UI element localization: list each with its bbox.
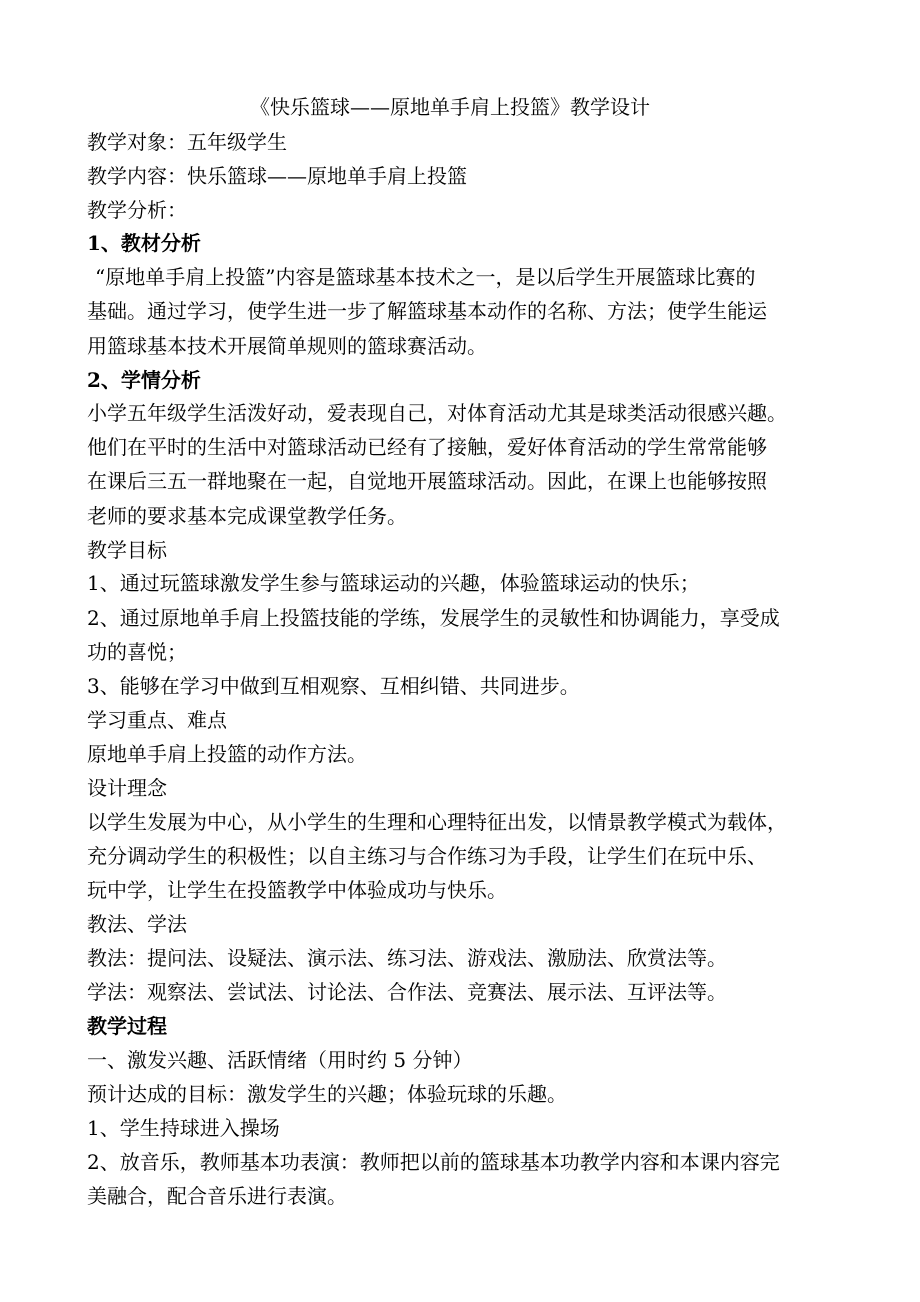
concept-line: 玩中学，让学生在投篮教学中体验成功与快乐。 — [87, 878, 507, 902]
concept-line: 以学生发展为中心，从小学生的生理和心理特征出发，以情景教学模式为载体， — [87, 810, 787, 834]
student-line: 在课后三五一群地聚在一起，自觉地开展篮球活动。因此，在课上也能够按照 — [87, 469, 767, 493]
focus-text: 原地单手肩上投篮的动作方法。 — [87, 742, 367, 766]
teaching-content: 教学内容：快乐篮球——原地单手肩上投篮 — [87, 164, 467, 188]
teaching-methods: 教法：提问法、设疑法、演示法、练习法、游戏法、激励法、欣赏法等。 — [87, 946, 727, 970]
teaching-object: 教学对象：五年级学生 — [87, 130, 287, 154]
student-line: 小学五年级学生活泼好动，爱表现自己，对体育活动尤其是球类活动很感兴趣。 — [87, 401, 787, 425]
methods-heading: 教法、学法 — [87, 912, 187, 936]
material-line: “原地单手肩上投篮”内容是篮球基本技术之一，是以后学生开展篮球比赛的 — [95, 265, 756, 289]
teaching-analysis-label: 教学分析： — [87, 198, 187, 222]
process-item: 1、学生持球进入操场 — [87, 1116, 280, 1140]
goal-line: 功的喜悦； — [87, 640, 187, 664]
student-line: 他们在平时的生活中对篮球活动已经有了接触，爱好体育活动的学生常常能够 — [87, 435, 767, 459]
material-line: 基础。通过学习，使学生进一步了解篮球基本动作的名称、方法；使学生能运 — [87, 299, 767, 323]
goals-heading: 教学目标 — [87, 538, 167, 562]
student-line: 老师的要求基本完成课堂教学任务。 — [87, 504, 407, 528]
goal-line: 1、通过玩篮球激发学生参与篮球运动的兴趣，体验篮球运动的快乐； — [87, 571, 700, 595]
concept-line: 充分调动学生的积极性；以自主练习与合作练习为手段，让学生们在玩中乐、 — [87, 844, 767, 868]
process-item: 2、放音乐，教师基本功表演：教师把以前的篮球基本功教学内容和本课内容完 — [87, 1150, 780, 1174]
process-step-1: 一、激发兴趣、活跃情绪（用时约 5 分钟） — [87, 1048, 473, 1072]
focus-heading: 学习重点、难点 — [87, 708, 227, 732]
student-analysis-heading: 2、学情分析 — [87, 368, 201, 392]
process-item: 美融合，配合音乐进行表演。 — [87, 1184, 347, 1208]
material-line: 用篮球基本技术开展简单规则的篮球赛活动。 — [87, 334, 487, 358]
process-goal: 预计达成的目标：激发学生的兴趣；体验玩球的乐趣。 — [87, 1082, 567, 1106]
learning-methods: 学法：观察法、尝试法、讨论法、合作法、竞赛法、展示法、互评法等。 — [87, 980, 727, 1004]
goal-line: 3、能够在学习中做到互相观察、互相纠错、共同进步。 — [87, 674, 580, 698]
process-heading: 教学过程 — [87, 1014, 167, 1038]
concept-heading: 设计理念 — [87, 776, 167, 800]
document-title: 《快乐篮球——原地单手肩上投篮》教学设计 — [250, 95, 650, 119]
material-analysis-heading: 1、教材分析 — [87, 231, 201, 255]
goal-line: 2、通过原地单手肩上投篮技能的学练，发展学生的灵敏性和协调能力，享受成 — [87, 606, 780, 630]
